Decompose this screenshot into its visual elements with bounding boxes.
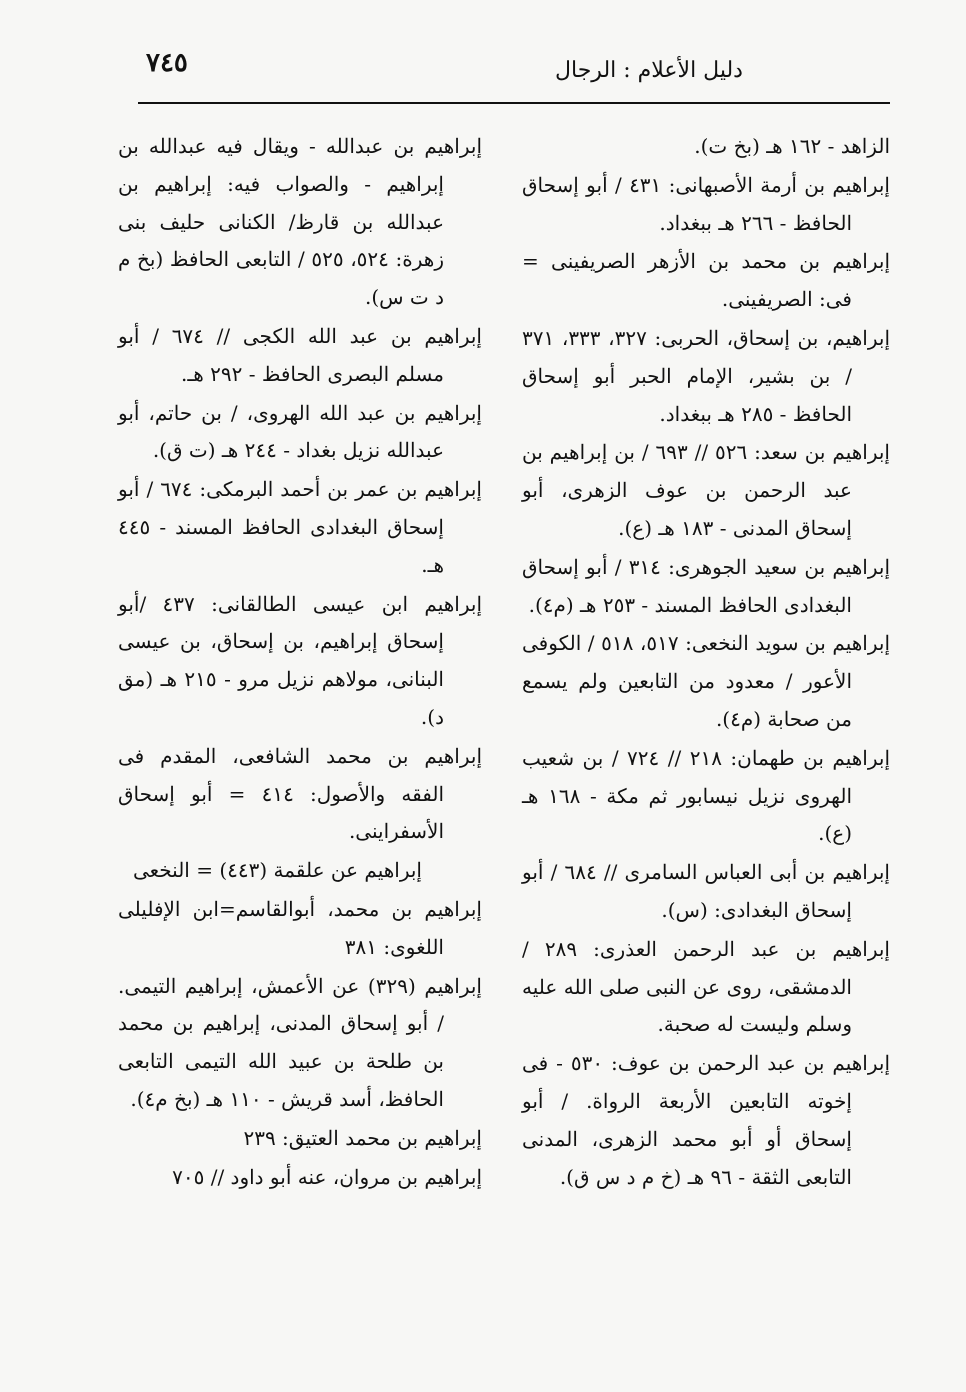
running-head	[138, 58, 890, 83]
index-entry: إبراهيم بن سويد النخعى: ٥١٧، ٥١٨ / الكوفى الأعور / معدود من التابعين ولم يسمع من صحابة (م٤).	[522, 631, 891, 731]
index-entry: إبراهيم بن طهمان: ٢١٨ // ٧٢٤ / بن شعيب الهروى نزيل نيسابور ثم مكة - ١٦٨ هـ (ع).	[522, 745, 890, 846]
index-column-left	[118, 128, 482, 1197]
index-entry: إبراهيم ابن عيسى الطالقانى: ٤٣٧ /أبو إسحاق إبراهيم، بن إسحاق، بن عيسى البنانى، مولاهم نزيل مرو - ٢١٥ هـ (مق د).	[118, 591, 483, 729]
index-entry: إبراهيم بن محمد الشافعى، المقدم فى الفقه والأصول: ٤١٤ = أبو إسحاق الأسفراينى.	[118, 743, 482, 844]
index-entry: إبراهيم بن عمر بن أحمد البرمكى: ٦٧٤ / أبو إسحاق البغدادى الحافظ المسند - ٤٤٥ هـ.	[118, 477, 482, 577]
index-entry: إبراهيم بن عبد الرحمن العذرى: ٢٨٩ / الدمشقى، روى عن النبى صلى الله عليه وسلم وليست له صحبة.	[522, 936, 890, 1037]
index-entry: إبراهيم بن أرمة الأصبهانى: ٤٣١ / أبو إسحاق الحافظ - ٢٦٦ هـ ببغداد.	[522, 172, 890, 235]
index-entry: إبراهيم بن محمد بن الأزهر الصريفينى = فى: الصريفينى.	[522, 249, 890, 312]
index-entry: إبراهيم بن أبى العباس السامرى // ٦٨٤ / أبو إسحاق البغدادى: (س).	[522, 860, 890, 922]
index-column-right	[522, 128, 890, 1197]
index-entry: إبراهيم بن مروان، عنه أبو داود // ٧٠٥	[172, 1164, 482, 1189]
page-number: ٧٤٥	[146, 48, 188, 78]
index-entry: إبراهيم بن سعد: ٥٢٦ // ٦٩٣ / بن إبراهيم بن عبد الرحمن بن عوف الزهرى، أبو إسحاق المدنى - ١٨٣ هـ (ع).	[522, 440, 890, 540]
index-entry: إبراهيم بن عبد الرحمن بن عوف: ٥٣٠ - فى إخوته التابعين الأربعة الرواة. / أبو إسحاق أو أبو محمد الزهرى، المدنى التابعى الثقة - ٩٦ هـ (خ م د س ق).	[522, 1051, 890, 1189]
index-entry: إبراهيم بن عبدالله - ويقال فيه عبدالله بن إبراهيم - والصواب فيه: إبراهيم بن عبدالله بن قارظ/ الكنانى حليف بنى زهرة: ٥٢٤، ٥٢٥ / التابعى الحافظ (بخ م د ت س).	[118, 134, 482, 310]
index-entry: إبراهيم بن محمد، أبوالقاسم=ابن الإفليلى اللغوى: ٣٨١	[118, 896, 482, 959]
running-head-text: دليل الأعلام : الرجال	[555, 58, 743, 83]
index-entry: إبراهيم عن علقمة (٤٤٣) = النخعى	[132, 858, 422, 883]
index-entry: إبراهيم بن سعيد الجوهرى: ٣١٤ / أبو إسحاق البغدادى الحافظ المسند - ٢٥٣ هـ (م٤).	[522, 554, 890, 617]
page-header	[138, 44, 890, 104]
index-entry: إبراهيم بن عبد الله الكجى // ٦٧٤ / أبو مسلم البصرى الحافظ - ٢٩٢ هـ.	[118, 323, 482, 386]
index-entry: إبراهيم (٣٢٩) عن الأعمش، إبراهيم التيمى. / أبو إسحاق المدنى، إبراهيم بن محمد بن طلحة بن عبيد الله التيمى التابعى الحافظ، أسد قريش - ١١٠ هـ (بخ م٤).	[118, 973, 482, 1111]
index-entry: الزاهد - ١٦٢ هـ (بخ ت).	[694, 134, 890, 158]
index-entry: إبراهيم بن محمد العتيق: ٢٣٩	[243, 1125, 482, 1150]
index-entry: إبراهيم بن عبد الله الهروى، / بن حاتم، أبو عبدالله نزيل بغداد - ٢٤٤ هـ (ت ق).	[118, 400, 482, 463]
index-entry: إبراهيم، بن إسحاق، الحربى: ٣٢٧، ٣٣٣، ٣٧١ / بن بشير، الإمام الحبر أبو إسحاق الحافظ - ٢٨٥ هـ ببغداد.	[522, 325, 891, 426]
